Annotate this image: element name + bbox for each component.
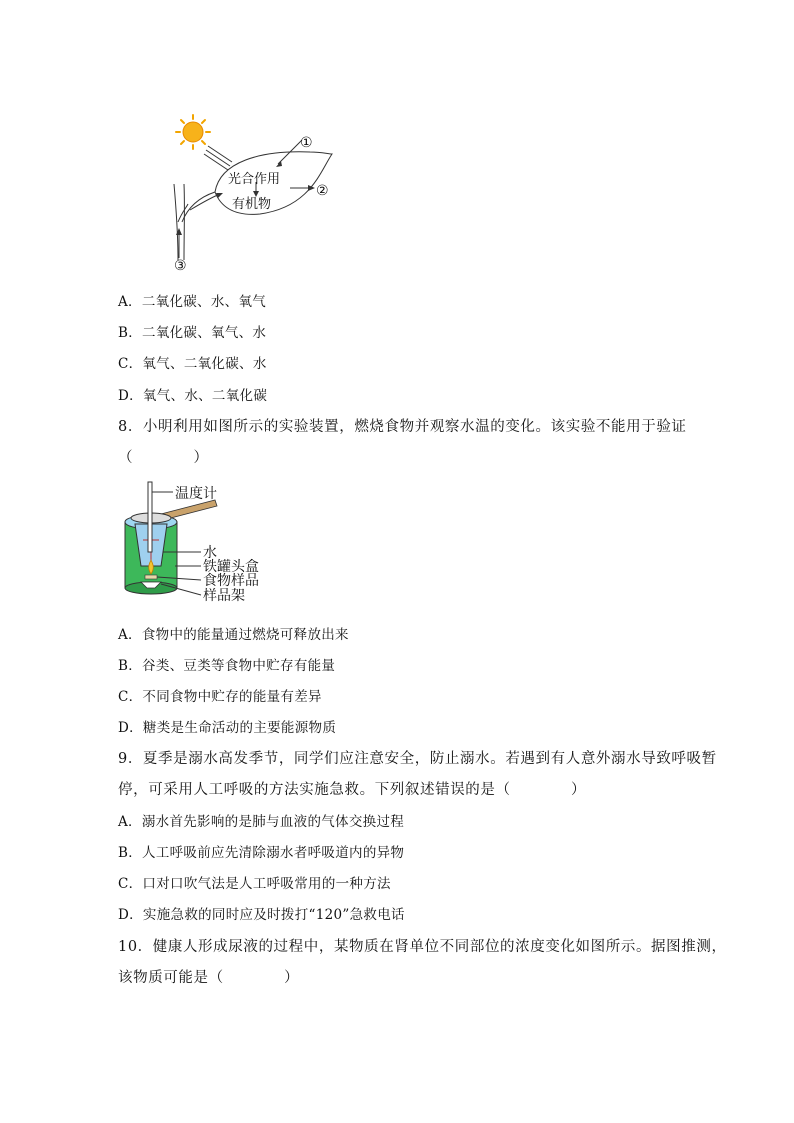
q7-option-d: D．氧气、水、二氧化碳 xyxy=(118,388,268,404)
q9-option-d: D．实施急救的同时应及时拨打“120”急救电话 xyxy=(118,907,405,923)
q9-option-b: B．人工呼吸前应先清除溺水者呼吸道内的异物 xyxy=(118,845,405,861)
q10-stem-line1: 10．健康人形成尿液的过程中，某物质在肾单位不同部位的浓度变化如图所示。据图推测， xyxy=(118,939,727,955)
q8-stem: 8．小明利用如图所示的实验装置，燃烧食物并观察水温的变化。该实验不能用于验证 xyxy=(118,419,687,435)
leaf-text-photosynthesis: 光合作用 xyxy=(228,172,281,187)
branch xyxy=(174,184,188,260)
label-water: 水 xyxy=(203,545,217,561)
q8-option-b: B．谷类、豆类等食物中贮存有能量 xyxy=(118,658,336,674)
leaf-text-organic-matter: 有机物 xyxy=(232,197,272,212)
q8-option-d: D．糖类是生命活动的主要能源物质 xyxy=(118,720,337,736)
q8-option-c: C．不同食物中贮存的能量有差异 xyxy=(118,689,322,705)
q8-option-a: A．食物中的能量通过燃烧可释放出来 xyxy=(118,627,349,643)
q9-option-c: C．口对口吹气法是人工呼吸常用的一种方法 xyxy=(118,876,391,892)
marker-1: ① xyxy=(300,135,313,151)
marker-3: ③ xyxy=(174,258,187,274)
marker-2: ② xyxy=(316,183,329,199)
q9-option-a: A．溺水首先影响的是肺与血液的气体交换过程 xyxy=(118,814,405,830)
label-food-sample: 食物样品 xyxy=(203,573,259,589)
q7-option-a: A．二氧化碳、水、氧气 xyxy=(118,294,267,310)
q8-answer-paren: （ ） xyxy=(118,450,209,466)
calorimeter-diagram xyxy=(115,478,280,608)
q10-stem-line2: 该物质可能是（ ） xyxy=(118,970,300,986)
q7-option-c: C．氧气、二氧化碳、水 xyxy=(118,356,267,372)
q9-stem-line1: 9．夏季是溺水高发季节，同学们应注意安全，防止溺水。若遇到有人意外溺水导致呼吸暂 xyxy=(118,751,717,767)
label-thermometer: 温度计 xyxy=(175,486,217,502)
label-rack: 样品架 xyxy=(203,588,245,604)
sun-icon xyxy=(176,115,210,149)
q9-stem-line2: 停，可采用人工呼吸的方法实施急救。下列叙述错误的是（ ） xyxy=(118,782,587,798)
label-can: 铁罐头盒 xyxy=(203,559,259,575)
q7-option-b: B．二氧化碳、氧气、水 xyxy=(118,325,267,341)
photosynthesis-diagram xyxy=(160,112,350,274)
